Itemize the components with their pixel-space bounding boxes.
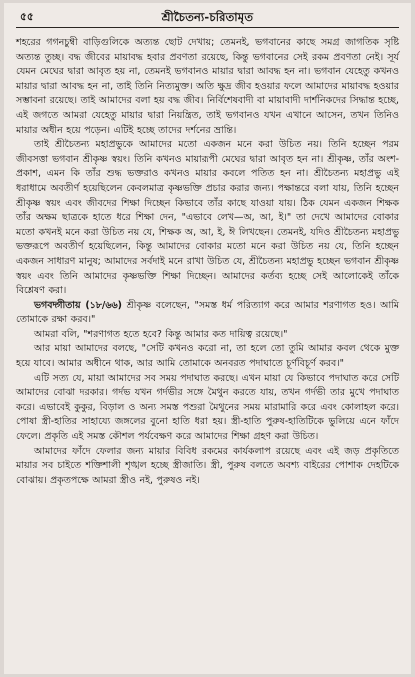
book-page: [4, 3, 411, 674]
paragraph: এটি সত্য যে, মায়া আমাদের সব সময় পদাঘাত করছে। এখন মায়া যে কিভাবে পদাঘাত করে সেটি আমাদের বোঝা দরকার। গর্দভ যখন গর্দভীর সঙ্গে মৈথুন করতে যায়, তখন গর্দভী তার মুখে পদাঘাত করে। এভাবেই কুকুর, বিড়াল ও অন্য সমস্ত পশুরা মৈথুনের সময় মারামারি করে এবং কোলাহল করে। পোষা স্ত্রী-হাতির সাহায্যে জঙ্গলের বুনো হাতি ধরা হয়। স্ত্রী-হাতি পুরুষ-হাতিটিকে ভুলিয়ে এনে ফাঁদে ফেলে। প্রকৃতি এই সমস্ত কৌশল পর্যবেক্ষণ করে আমাদের শিক্ষা গ্রহণ করা উচিত।: [16, 372, 399, 443]
verse-paragraph: [16, 299, 399, 328]
verse-text: শ্রীকৃষ্ণ বলেছেন, "সমস্ত ধর্ম পরিত্যাগ করে আমার শরণাগত হও। আমি তোমাকে রক্ষা করব।": [16, 299, 400, 326]
body-text: [16, 36, 399, 488]
paragraph: শহরের গগনচুম্বী বাড়িগুলিকে অত্যন্ত ছোট দেখায়; তেমনই, ভগবানের কাছে সমগ্র জাগতিক সৃষ্টি অত্যন্ত তুচ্ছ। বদ্ধ জীবের মায়াবদ্ধ হবার প্রবণতা রয়েছে, কিন্তু ভগবানের সেই রকম প্রবণতা নেই। সূর্য যেমন মেঘের দ্বারা আবৃত হয় না, তেমনই ভগবানও মায়ার দ্বারা আবদ্ধ হন না। ভগবান যেহেতু কখনও মায়ার দ্বারা আবদ্ধ হন না, তাই তিনি নিত্যমুক্ত। অতি ক্ষুদ্র জীব হওয়ার ফলে আমাদের মায়াবদ্ধ হওয়ার সম্ভাবনা রয়েছে। তাই আমাদের বলা হয় বদ্ধ জীব। নির্বিশেষবাদী বা মায়াবাদী দার্শনিকদের সিদ্ধান্ত হচ্ছে, এই জগতে আমরা যেহেতু মায়ার দ্বারা নিয়ন্ত্রিত, তাই ভগবানও যখন এখানে আসেন, তখন তিনিও মায়ার অধীন হয়ে পড়েন। এটিই হচ্ছে তাদের দর্শনের ভ্রান্তি।: [16, 37, 399, 136]
paragraph: আমরা বলি, "শরণাগত হতে হবে? কিন্তু আমার কত দায়িত্ব রয়েছে।": [34, 328, 288, 340]
page-number: ৫৫: [20, 11, 34, 23]
paragraph: আমাদের ফাঁদে ফেলার জন্য মায়ার বিবিধ রকমের কার্যকলাপ রয়েছে এবং এই জড় প্রকৃতিতে মায়ার সব চাইতে শক্তিশালী শৃঙ্খল হচ্ছে স্ত্রীজাতি। স্ত্রী, পুরুষ বলতে অবশ্য বাইরের পোশাক দেহটিকে বোঝায়। প্রকৃতপক্ষে আমরা স্ত্রীও নই, পুরুষও নই।: [16, 445, 399, 486]
page-header: [16, 9, 399, 28]
verse-citation: ভগবদ্গীতায় (১৮/৬৬): [34, 299, 122, 311]
paragraph: তাই শ্রীচৈতন্য মহাপ্রভুকে আমাদের মতো একজন মনে করা উচিত নয়। তিনি হচ্ছেন পরম জীবসত্তা ভগবান শ্রীকৃষ্ণ স্বয়ং। তিনি কখনও মায়ারূপী মেঘের দ্বারা আবৃত হন না। শ্রীকৃষ্ণ, তাঁর অংশ-প্রকাশ, এমন কি তাঁর শুদ্ধ ভক্তরাও কখনও মায়ার কবলে পতিত হন না। শ্রীচৈতন্য মহাপ্রভু এই ধরাধামে অবতীর্ণ হয়েছিলেন কেবলমাত্র কৃষ্ণভক্তি প্রচার করার জন্য। পক্ষান্তরে বলা যায়, তিনি হচ্ছেন শ্রীকৃষ্ণ স্বয়ং এবং জীবদের শিক্ষা দিচ্ছেন কিভাবে তাঁর কাছে যাওয়া যায়। ঠিক যেমন একজন শিক্ষক তাঁর অক্ষম ছাত্রকে হাতে ধরে শিক্ষা দেন, "এভাবে লেখ—অ, আ, ই।" তা দেখে আমাদের বোকার মতো কখনই মনে করা উচিত নয় যে, শিক্ষক অ, আ, ই, ঈ লিখছেন। তেমনই, যদিও শ্রীচৈতন্য মহাপ্রভু ভক্তরূপে অবতীর্ণ হয়েছিলেন, কিন্তু আমাদের বোকার মতো মনে করা উচিত নয় যে, তিনি হচ্ছেন একজন সাধারণ মানুষ; আমাদের সর্বদাই মনে রাখা উচিত যে, শ্রীচৈতন্য মহাপ্রভু হচ্ছেন ভগবান শ্রীকৃষ্ণ স্বয়ং এবং তিনি আমাদের কৃষ্ণভক্তি শিক্ষা দিচ্ছেন। আমাদের কর্তব্য হচ্ছে সেই আলোকেই তাঁকে বিশ্লেষণ করা।: [16, 139, 399, 297]
running-title: শ্রীচৈতন্য-চরিতামৃত: [161, 10, 254, 24]
paragraph: আর মায়া আমাদের বলছে, "সেটি কখনও করো না, তা হলে তো তুমি আমার কবল থেকে মুক্ত হয়ে যাবে। আমার অধীনে থাক, আর আমি তোমাকে অনবরত পদাঘাতে চূর্ণবিচূর্ণ করব।": [16, 343, 399, 370]
